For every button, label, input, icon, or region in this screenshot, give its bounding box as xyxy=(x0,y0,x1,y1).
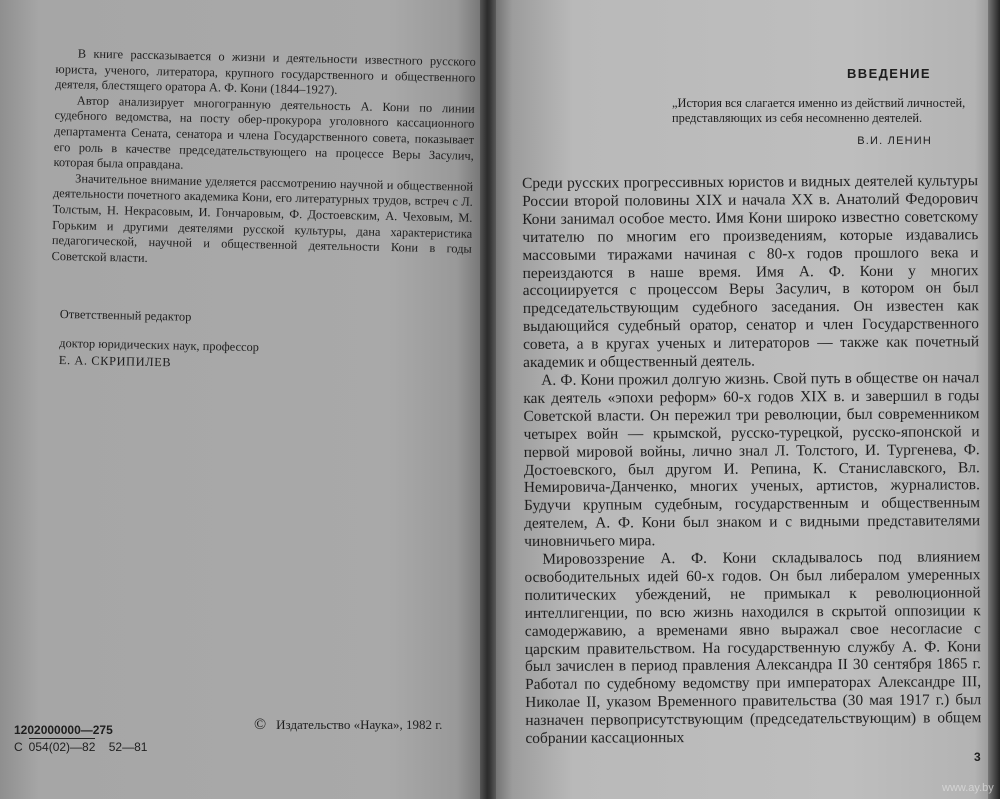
catalog-code-prefix: С xyxy=(14,740,23,754)
chapter-heading: ВВЕДЕНИЕ xyxy=(847,66,931,81)
editor-label: Ответственный редактор xyxy=(59,306,192,324)
book-annotation xyxy=(51,46,475,273)
right-page xyxy=(492,0,1000,799)
editor-credit xyxy=(59,306,420,377)
body-paragraph: Среди русских прогрессивных юристов и видных деятелей культуры России второй половины XIX и начала XX в. Анатолий Федорович Кони занимал особое место. Имя Кони широко известно советскому читателю по многим его произведениям, которые издавались массовыми тиражами начиная с 80-х годов прошлого века и переиздаются в наше время. Имя А. Ф. Кони у многих ассоциируется с процессом Веры Засулич, в котором он был председательствующим судебного заседания. Он известен как выдающийся судебный оратор, сенатор и член Государственного совета, а в кругах ученых и литераторов — также как почетный академик и общественный деятель. xyxy=(522,172,980,372)
page-number: 3 xyxy=(974,750,981,764)
page-edge-shadow xyxy=(988,0,1000,799)
copyright-line xyxy=(254,716,442,734)
body-text xyxy=(522,172,981,748)
watermark: www.ay.by xyxy=(942,782,994,794)
left-page xyxy=(0,0,486,799)
book-gutter xyxy=(480,0,496,799)
imprint-block xyxy=(14,716,484,786)
catalog-code-line1: 1202000000—275 xyxy=(14,723,113,737)
catalog-codes xyxy=(14,722,147,755)
editor-degree: доктор юридических наук, профессор xyxy=(59,335,260,355)
editor-name: Е. А. СКРИПИЛЕВ xyxy=(58,352,172,370)
annotation-paragraph: В книге рассказывается о жизни и деятельности известного русского юриста, ученого, литератора, крупного государственного и общественного деятеля, блестящего оратора А. Ф. Кони (1844–1927). xyxy=(55,46,476,98)
copyright-icon: © xyxy=(254,716,267,733)
body-paragraph: А. Ф. Кони прожил долгую жизнь. Свой путь в обществе он начал как деятель «эпохи реформ» 60-х годов XIX в. и завершил в годы Советской власти. Он пережил три революции, был современником четырех войн — крымской, русско-турецкой, русско-японской и первой мировой войны, лично знал Л. Толстого, И. Тургенева, Ф. Достоевского, был другом И. Репина, К. Станиславского, Вл. Немировича-Данченко, многих ученых, артистов, журналистов. Будучи крупным судебным, государственным и общественным деятелем, А. Ф. Кони был знаком и с видными представителями чиновничьего мира. xyxy=(523,369,981,551)
annotation-paragraph: Значительное внимание уделяется рассмотрению научной и общественной деятельности почетного академика Кони, его литературных трудов, встреч с Л. Толстым, Н. Некрасовым, И. Гончаровым, Ф. Достоевским, А. Чеховым, М. Горьким и другими деятелями русской культуры, дана характеристика педагогической, научной и общественной деятельности Кони в годы Советской власти. xyxy=(51,171,474,265)
catalog-code-line2 xyxy=(14,738,147,755)
catalog-code-fraction: 054(02)—82 xyxy=(28,740,96,754)
epigraph-quote: „История вся слагается именно из действий личностей, представляющих из себя несомненно деятелей. xyxy=(672,96,966,125)
annotation-paragraph: Автор анализирует многогранную деятельность А. Кони по линии судебного ведомства, на посту обер-прокурора уголовного кассационного департамента Сената, сенатора и члена Государственного совета, показывает его роль в качестве председательствующего на процессе Веры Засулич, которая была оправдана. xyxy=(53,93,475,172)
epigraph-author: В.И. ЛЕНИН xyxy=(857,135,932,147)
catalog-code-suffix: 52—81 xyxy=(108,740,148,754)
copyright-text: Издательство «Наука», 1982 г. xyxy=(276,717,443,732)
body-paragraph: Мировоззрение А. Ф. Кони складывалось под влиянием освободительных идей 60-х годов. Он был либералом умеренных политических убеждений, не примыкал к революционной интеллигенции, по всю жизнь находился в скрытой оппозиции к самодержавию, а временами явно выражал свое несогласие с царским правительством. На государственную службу А. Ф. Кони был зачислен в период правления Александра II 30 сентября 1865 г. Работал по судебному ведомству при императорах Александре III, Николае II, указом Временного правительства (30 мая 1917 г.) был назначен первоприсутствующим (председательствующим) в общем собрании кассационных xyxy=(524,548,982,748)
epigraph xyxy=(672,96,972,149)
